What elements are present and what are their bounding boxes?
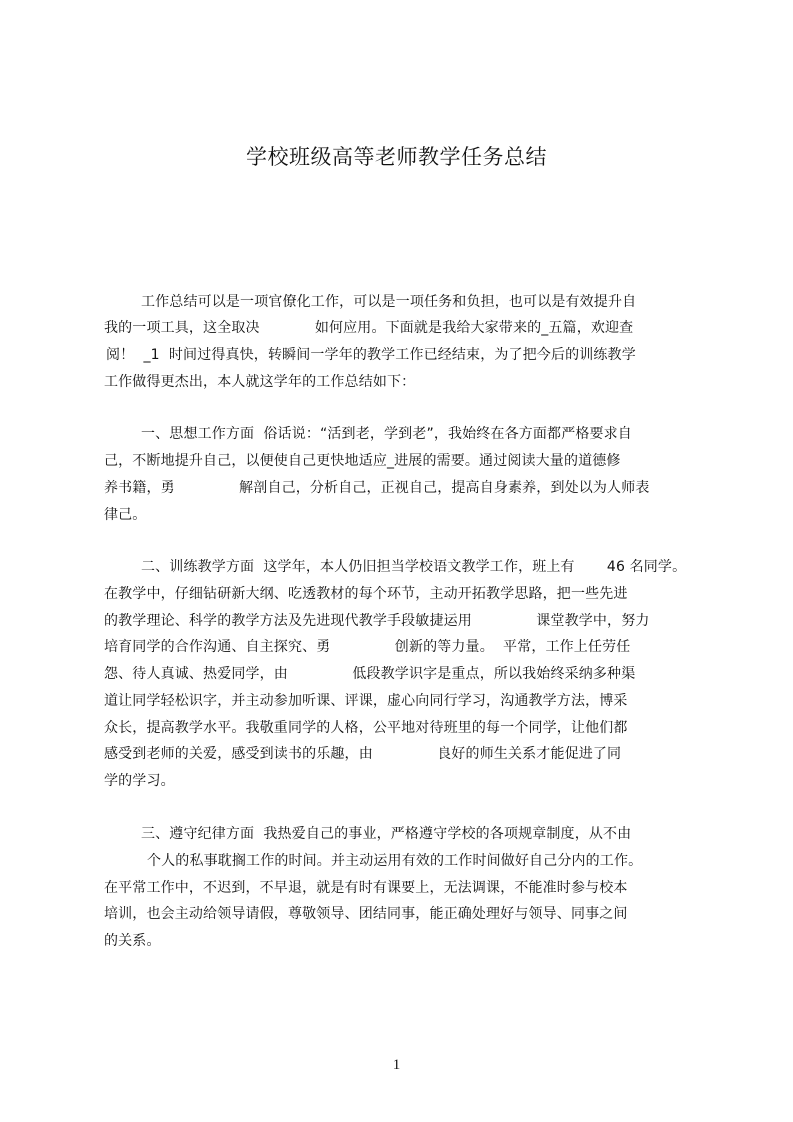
paragraph-4-line-4: 培训，也会主动给领导请假，尊敬领导、团结同事，能正确处理好与领导、同事之间 — [104, 906, 628, 922]
paragraph-3-line-8: 感受到老师的关爱，感受到读书的乐趣，由 良好的师生关系才能促进了同 — [104, 746, 622, 762]
paragraph-3-line-6: 道让同学轻松识字，并主动参加听课、评课，虚心向同行学习，沟通教学方法，博采 — [104, 693, 628, 709]
paragraph-1-line-4: 工作做得更杰出，本人就这学年的工作总结如下： — [104, 374, 416, 390]
paragraph-4-line-3: 在平常工作中，不迟到，不早退，就是有时有课要上，无法调课，不能准时参与校本 — [104, 880, 628, 896]
paragraph-4-line-1: 三、遵守纪律方面 我热爱自己的事业，严格遵守学校的各项规章制度，从不由 — [141, 826, 632, 842]
paragraph-3-line-3: 的教学理论、科学的教学方法及先进现代教学手段敏捷运用 课堂教学中，努力 — [104, 613, 650, 629]
paragraph-2-line-3: 养书籍，勇 解剖自己，分析自己，正视自己，提高自身素养，到处以为人师表 — [104, 480, 650, 496]
paragraph-3-line-2: 在教学中，仔细钻研新大纲、吃透教材的每个环节，主动开拓教学思路，把一些先进 — [104, 586, 628, 602]
paragraph-2-line-4: 律己。 — [104, 507, 147, 523]
page-number: 1 — [392, 1057, 401, 1073]
paragraph-3-line-5: 怨、待人真诚、热爱同学，由 低段教学识字是重点，所以我始终采纳多种渠 — [104, 666, 636, 682]
paragraph-4-line-5: 的关系。 — [104, 933, 161, 949]
paragraph-2-line-2: 己，不断地提升自己，以便使自己更快地适应_进展的需要。通过阅读大量的道德修 — [104, 453, 621, 469]
paragraph-1-line-1: 工作总结可以是一项官僚化工作，可以是一项任务和负担，也可以是有效提升自 — [141, 294, 637, 310]
document-title: 学校班级高等老师教学任务总结 — [246, 145, 547, 169]
paragraph-3-line-7: 众长，提高教学水平。我敬重同学的人格，公平地对待班里的每一个同学，让他们都 — [104, 720, 628, 736]
paragraph-1-line-3: 阅！ _1 时间过得真快，转瞬间一学年的教学工作已经结束，为了把今后的训练教学 — [106, 347, 636, 363]
paragraph-3-line-9: 学的学习。 — [104, 773, 175, 789]
paragraph-1-line-2: 我的一项工具，这全取决 如何应用。下面就是我给大家带来的_五篇，欢迎查 — [104, 320, 634, 336]
paragraph-4-line-2: 个人的私事耽搁工作的时间。并主动运用有效的工作时间做好自己分内的工作。 — [147, 853, 643, 869]
paragraph-3-line-4: 培育同学的合作沟通、自主探究、勇 创新的等力量。 平常，工作上任劳任 — [104, 639, 631, 655]
paragraph-2-line-1: 一、思想工作方面 俗话说：“活到老，学到老”，我始终在各方面都严格要求自 — [141, 426, 632, 442]
paragraph-3-line-1: 二、训练教学方面 这学年，本人仍旧担当学校语文教学工作，班上有 46 名同学。 — [141, 559, 687, 575]
